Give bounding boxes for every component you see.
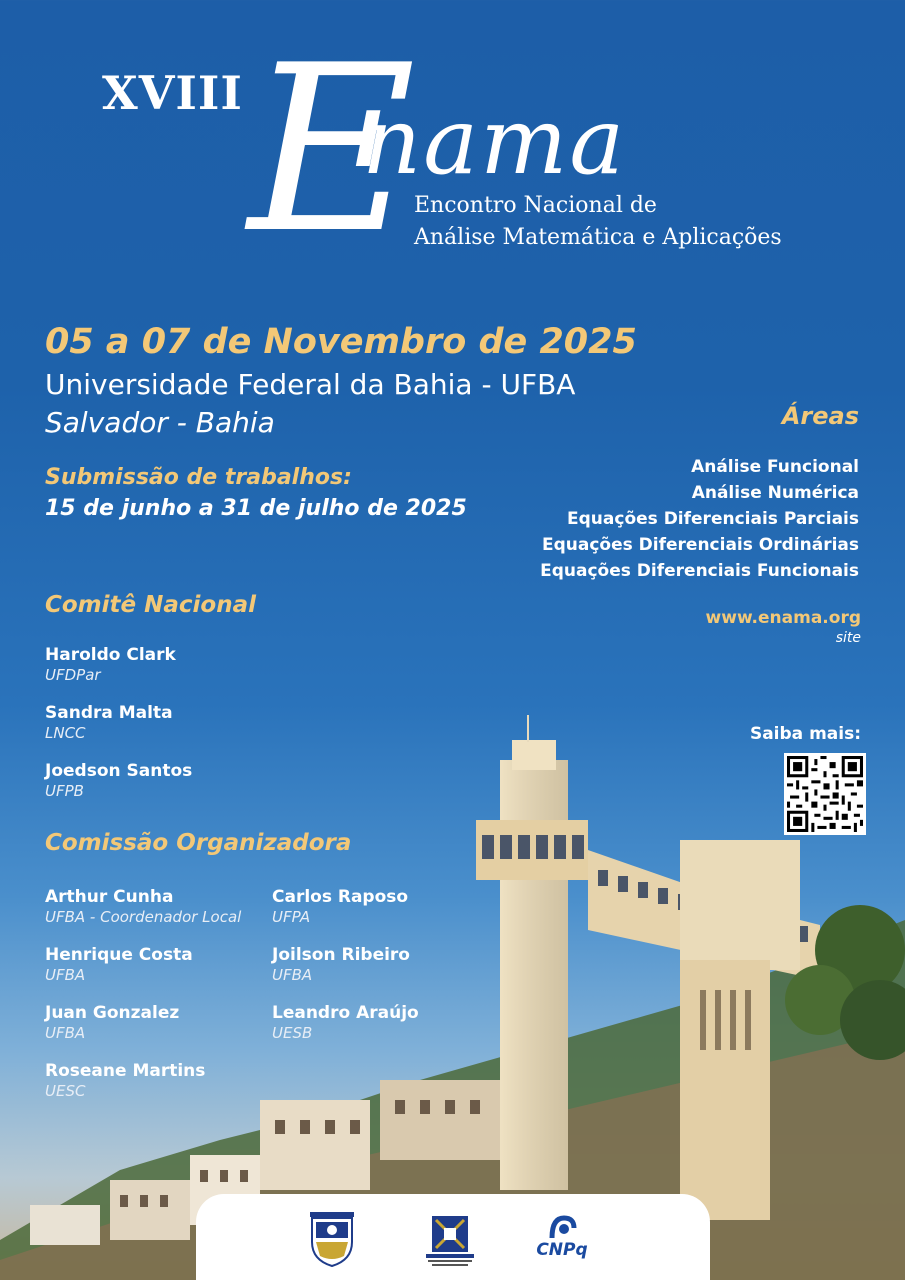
- event-venue: Universidade Federal da Bahia - UFBA: [45, 368, 576, 401]
- learn-more-label: Saiba mais:: [749, 724, 861, 744]
- organizer-member: [272, 1003, 419, 1043]
- member-institution: UFPA: [272, 908, 311, 926]
- member-institution: UFPB: [45, 782, 84, 800]
- areas-title: Áreas: [781, 402, 859, 430]
- area-item: Análise Numérica: [691, 483, 859, 503]
- member-name: Roseane Martins: [45, 1061, 206, 1081]
- organizer-member: [45, 945, 193, 985]
- submission-title: Submissão de trabalhos:: [45, 465, 352, 490]
- member-institution: UFBA - Coordenador Local: [45, 908, 242, 926]
- organizer-member: [45, 887, 241, 927]
- logo-word: nama: [362, 88, 627, 195]
- organizer-member: [45, 1003, 179, 1043]
- event-date: 05 a 07 de Novembro de 2025: [45, 322, 637, 362]
- organizing-committee-title: Comissão Organizadora: [45, 830, 352, 856]
- edition-number: XVIII: [102, 66, 243, 120]
- member-name: Henrique Costa: [45, 945, 193, 965]
- site-link[interactable]: www.enama.org: [705, 608, 861, 628]
- area-item: Equações Diferenciais Ordinárias: [541, 535, 859, 555]
- member-name: Juan Gonzalez: [45, 1003, 180, 1023]
- member-institution: UESC: [45, 1082, 86, 1100]
- subtitle-line-1: Encontro Nacional de: [414, 193, 657, 218]
- area-item: Equações Diferenciais Parciais: [567, 509, 859, 529]
- national-member: [45, 645, 176, 685]
- event-subtitle: [414, 190, 782, 254]
- national-member: [45, 761, 192, 801]
- ufba-logo-icon: [308, 1212, 368, 1264]
- area-item: Análise Funcional: [691, 457, 859, 477]
- member-name: Joilson Ribeiro: [272, 945, 410, 965]
- site-label: site: [835, 630, 861, 646]
- member-name: Sandra Malta: [45, 703, 173, 723]
- member-institution: LNCC: [45, 724, 86, 742]
- member-institution: UFBA: [272, 966, 313, 984]
- submission-dates: 15 de junho a 31 de julho de 2025: [45, 496, 467, 521]
- cnpq-logo: [532, 1212, 592, 1264]
- member-institution: UFBA: [45, 1024, 86, 1042]
- member-name: Haroldo Clark: [45, 645, 176, 665]
- member-institution: UFBA: [45, 966, 86, 984]
- member-name: Joedson Santos: [45, 761, 193, 781]
- member-institution: UESB: [272, 1024, 313, 1042]
- sponsors-footer: [196, 1194, 710, 1280]
- member-name: Carlos Raposo: [272, 887, 409, 907]
- organizer-member: [272, 945, 410, 985]
- subtitle-line-2: Análise Matemática e Aplicações: [414, 225, 782, 250]
- area-item: Equações Diferenciais Funcionais: [540, 561, 859, 581]
- qr-code[interactable]: [784, 753, 866, 835]
- organizer-member: [272, 887, 408, 927]
- member-name: Leandro Araújo: [272, 1003, 419, 1023]
- organizer-member: [45, 1061, 205, 1101]
- logo-letter: E: [248, 17, 416, 284]
- national-committee-title: Comitê Nacional: [45, 592, 256, 618]
- math-institute-logo-icon: [422, 1212, 482, 1264]
- areas-list: [540, 454, 859, 584]
- qr-code-icon: [787, 756, 863, 832]
- member-institution: UFDPar: [45, 666, 101, 684]
- event-city: Salvador - Bahia: [45, 406, 275, 439]
- cnpq-text: CNPq: [536, 1240, 588, 1260]
- member-name: Arthur Cunha: [45, 887, 174, 907]
- national-member: [45, 703, 173, 743]
- cnpq-icon: [532, 1212, 592, 1242]
